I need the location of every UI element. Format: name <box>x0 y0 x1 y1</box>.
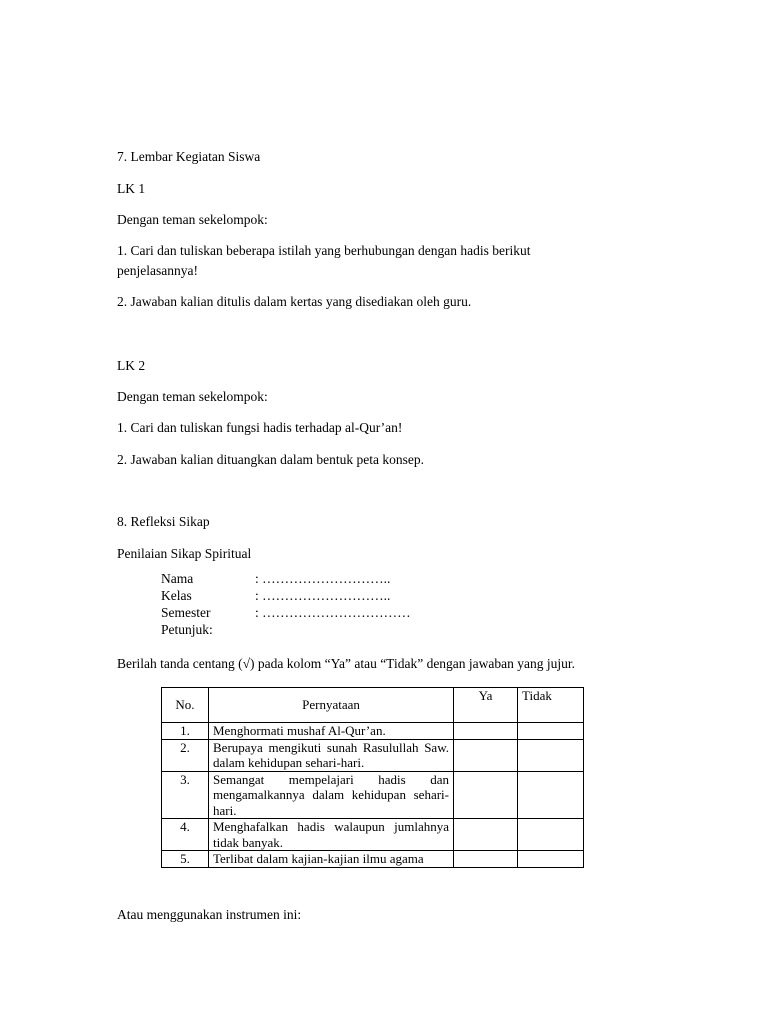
lk2-item1: 1. Cari dan tuliskan fungsi hadis terhadap al-Qur’an! <box>117 420 403 435</box>
tidak-cell[interactable] <box>518 851 584 868</box>
ya-cell[interactable] <box>454 819 518 851</box>
ya-cell[interactable] <box>454 851 518 868</box>
row-statement: Menghormati mushaf Al-Qur’an. <box>209 723 454 740</box>
table-row <box>162 851 584 868</box>
kelas-label: Kelas <box>161 588 192 603</box>
lk1-intro: Dengan teman sekelompok: <box>117 212 268 227</box>
nama-value: : ……………………….. <box>255 571 391 586</box>
tidak-cell[interactable] <box>518 739 584 771</box>
petunjuk-label: Petunjuk: <box>161 622 213 637</box>
lk1-title: LK 1 <box>117 181 146 196</box>
kelas-value: : ……………………….. <box>255 588 391 603</box>
header-tidak: Tidak <box>518 688 584 723</box>
row-no: 1. <box>162 723 209 740</box>
lk2-title: LK 2 <box>117 358 146 373</box>
row-statement: Menghafalkan hadis walaupun jumlahnya tidak banyak. <box>209 819 454 851</box>
ya-cell[interactable] <box>454 771 518 819</box>
tidak-cell[interactable] <box>518 771 584 819</box>
row-statement: Semangat mempelajari hadis dan mengamalkannya dalam kehidupan sehari-hari. <box>209 771 454 819</box>
row-no: 3. <box>162 771 209 819</box>
section-8-heading: 8. Refleksi Sikap <box>117 514 210 529</box>
semester-label: Semester <box>161 605 211 620</box>
section-7-heading: 7. Lembar Kegiatan Siswa <box>117 149 261 164</box>
header-no: No. <box>162 688 209 723</box>
instruction-text: Berilah tanda centang (√) pada kolom “Ya” atau “Tidak” dengan jawaban yang jujur. <box>117 656 576 671</box>
lk1-item2: 2. Jawaban kalian ditulis dalam kertas yang disediakan oleh guru. <box>117 294 472 309</box>
row-statement: Terlibat dalam kajian-kajian ilmu agama <box>209 851 454 868</box>
ya-cell[interactable] <box>454 739 518 771</box>
semester-value: : …………………………… <box>255 605 411 620</box>
nama-label: Nama <box>161 571 194 586</box>
table-row <box>162 723 584 740</box>
row-no: 4. <box>162 819 209 851</box>
tidak-cell[interactable] <box>518 723 584 740</box>
row-statement: Berupaya mengikuti sunah Rasulullah Saw. dalam kehidupan sehari-hari. <box>209 739 454 771</box>
lk1-item1-line1: 1. Cari dan tuliskan beberapa istilah yang berhubungan dengan hadis berikut <box>117 243 531 258</box>
header-ya: Ya <box>454 688 518 723</box>
footer-text: Atau menggunakan instrumen ini: <box>117 907 302 922</box>
sikap-table <box>161 687 584 868</box>
table-row <box>162 771 584 819</box>
lk2-item2: 2. Jawaban kalian dituangkan dalam bentuk peta konsep. <box>117 452 425 467</box>
lk2-intro: Dengan teman sekelompok: <box>117 389 268 404</box>
table-header-row <box>162 688 584 723</box>
ya-cell[interactable] <box>454 723 518 740</box>
penilaian-subheading: Penilaian Sikap Spiritual <box>117 546 252 561</box>
table-row <box>162 739 584 771</box>
tidak-cell[interactable] <box>518 819 584 851</box>
row-no: 2. <box>162 739 209 771</box>
row-no: 5. <box>162 851 209 868</box>
table-row <box>162 819 584 851</box>
header-pernyataan: Pernyataan <box>209 688 454 723</box>
lk1-item1-line2: penjelasannya! <box>117 263 198 278</box>
